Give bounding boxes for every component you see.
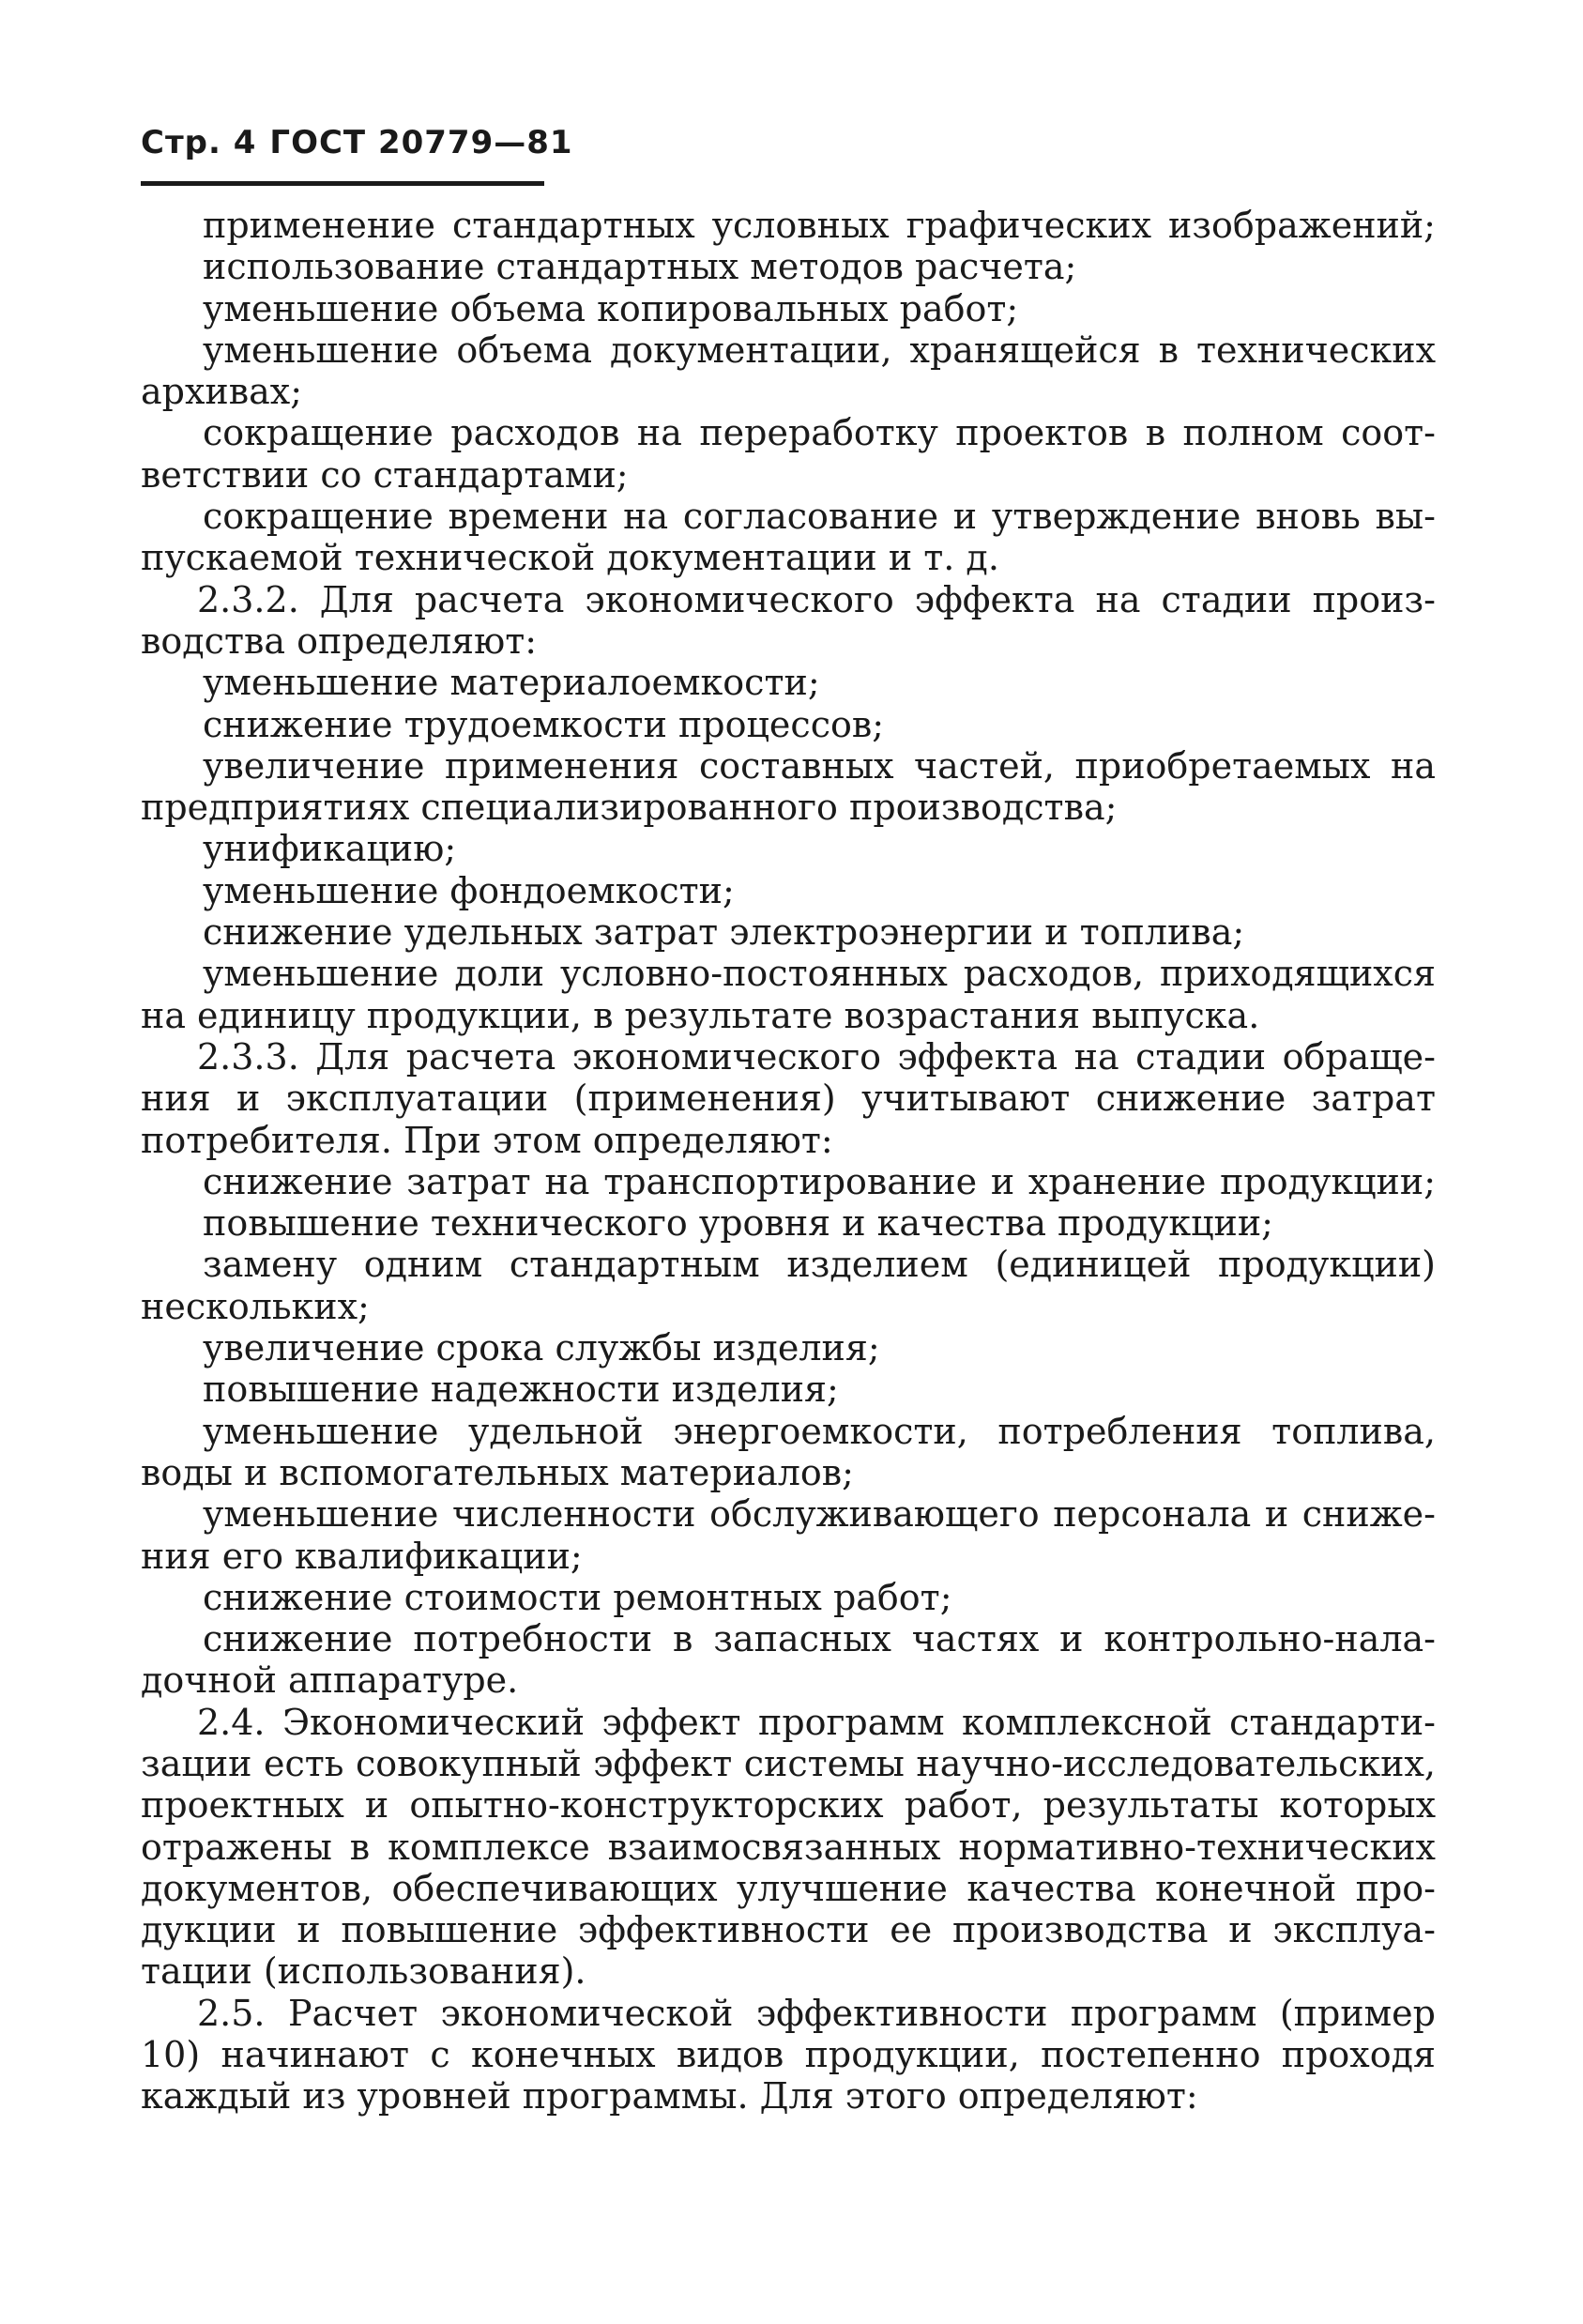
text-line: предприятиях специализированного производства; [141,787,1118,829]
text-line: нескольких; [141,1285,370,1327]
standard-designation: ГОСТ 20779—81 [269,124,573,161]
text-line: водства определяют: [141,619,538,662]
text-line: снижение трудоемкости процессов; [203,703,885,745]
text-line: уменьшение объема документации, хранящейся в технических [203,329,1436,371]
text-line: 10) начинают с конечных видов продукции, постепенно проходя [141,2034,1436,2076]
text-line: снижение потребности в запасных частях и контрольно-нала- [203,1618,1436,1660]
text-line: ветствии со стандартами; [141,453,629,496]
text-line: ния и эксплуатации (применения) учитывают снижение затрат [141,1078,1436,1120]
text-line: воды и вспомогательных материалов; [141,1451,854,1493]
page-header [141,124,573,161]
text-line: снижение затрат на транспортирование и хранение продукции; [203,1160,1436,1202]
text-line: уменьшение фондоемкости; [203,869,735,911]
text-line: потребителя. При этом определяют: [141,1119,833,1161]
text-line: документов, обеспечивающих улучшение качества конечной про- [141,1867,1436,1909]
section-heading-line: 2.5. Расчет экономической эффективности программ (пример [197,1992,1436,2034]
page-number: Стр. 4 [141,124,257,161]
header-rule [141,181,544,186]
text-line: сокращение расходов на переработку проектов в полном соот- [203,412,1436,454]
text-line: каждый из уровней программы. Для этого определяют: [141,2075,1198,2118]
text-line: пускаемой технической документации и т. д. [141,537,999,579]
text-line: снижение удельных затрат электроэнергии и топлива; [203,911,1245,954]
text-line: уменьшение доли условно-постоянных расходов, приходящихся [203,953,1436,995]
text-line: снижение стоимости ремонтных работ; [203,1576,952,1618]
text-line: увеличение применения составных частей, приобретаемых на [203,744,1436,787]
section-heading-line: 2.4. Экономический эффект программ комплексной стандарти- [197,1701,1436,1743]
text-line: применение стандартных условных графических изображений; [203,205,1436,246]
text-line: на единицу продукции, в результате возрастания выпуска. [141,994,1260,1036]
text-line: дукции и повышение эффективности ее производства и эксплуа- [141,1909,1436,1951]
text-line: унификацию; [203,828,457,870]
text-line: отражены в комплексе взаимосвязанных нормативно-технических [141,1826,1436,1868]
text-line: уменьшение материалоемкости; [203,662,820,704]
text-line: повышение технического уровня и качества продукции; [203,1202,1273,1245]
section-heading-line: 2.3.3. Для расчета экономического эффекта на стадии обраще- [197,1035,1436,1078]
text-line: повышение надежности изделия; [203,1368,839,1411]
text-line: сокращение времени на согласование и утверждение вновь вы- [203,496,1436,538]
text-line: ния его квалификации; [141,1535,583,1577]
text-line: архивах; [141,371,303,413]
text-line: увеличение срока службы изделия; [203,1327,880,1369]
text-line: тации (использования). [141,1950,586,1993]
body-text [141,205,1436,2118]
text-line: дочной аппаратуре. [141,1659,519,1702]
text-line: замену одним стандартным изделием (единицей продукции) [203,1244,1436,1286]
text-line: проектных и опытно-конструкторских работ, результаты которых [141,1784,1436,1827]
text-line: зации есть совокупный эффект системы научно-исследовательских, [141,1742,1436,1784]
text-line: использование стандартных методов расчета; [203,246,1077,288]
section-heading-line: 2.3.2. Для расчета экономического эффекта на стадии произ- [197,578,1436,620]
text-line: уменьшение численности обслуживающего персонала и сниже- [203,1493,1436,1536]
text-line: уменьшение объема копировальных работ; [203,287,1019,329]
text-line: уменьшение удельной энергоемкости, потребления топлива, [203,1410,1436,1452]
